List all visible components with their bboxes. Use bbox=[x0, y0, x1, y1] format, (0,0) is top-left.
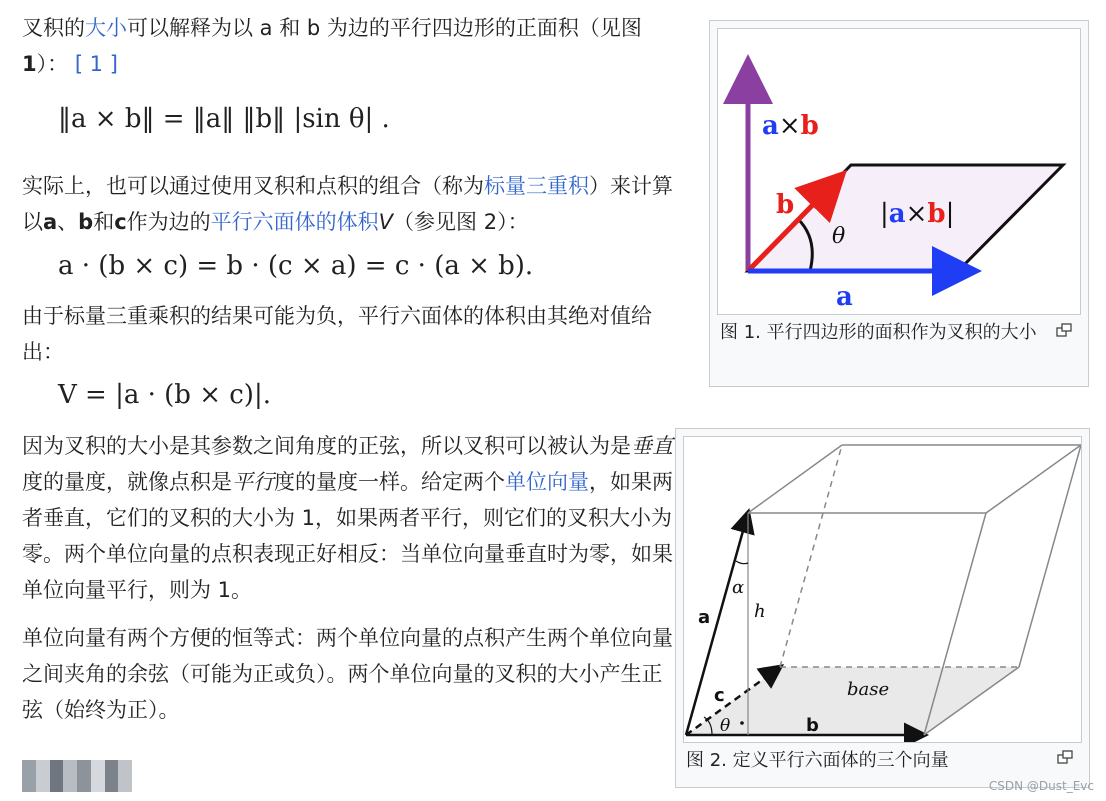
figure-2-image[interactable] bbox=[683, 436, 1082, 743]
paragraph-4: 因为叉积的大小是其参数之间角度的正弦，所以叉积可以被认为是垂直度的量度，就像点积是平行度的量度一样。给定两个单位向量，如果两者垂直，它们的叉积的大小为 1，如果两者平行，则它们的叉积大小为零。两个单位向量的点积表现正好相反：当单位向量垂直时为零，如果单位向量平行，则为 1。 bbox=[22, 434, 673, 602]
link-unit-vector[interactable]: 单位向量 bbox=[505, 470, 589, 494]
blurred-avatar bbox=[22, 760, 132, 792]
figure-1-image[interactable] bbox=[717, 28, 1081, 315]
enlarge-icon[interactable] bbox=[1057, 750, 1073, 764]
figure-1 bbox=[709, 20, 1089, 387]
label-abs-axb: |a×b| bbox=[880, 199, 955, 229]
label-a: a bbox=[698, 607, 711, 628]
label-theta: θ bbox=[832, 224, 846, 249]
parallelepiped-diagram bbox=[684, 437, 1081, 742]
label-a: a bbox=[836, 282, 853, 312]
watermark: CSDN @Dust_Evc bbox=[988, 779, 1094, 793]
text: 可以解释为以 a 和 b 为边的平行四边形的正面积（见图 bbox=[127, 16, 642, 40]
equation-volume: V = |a · (b × c)|. bbox=[58, 380, 271, 410]
back-right-edge bbox=[1019, 445, 1081, 667]
paragraph-5-block bbox=[22, 620, 677, 728]
top-left-edge bbox=[748, 445, 842, 513]
label-theta: θ bbox=[720, 716, 731, 736]
label-c: c bbox=[714, 685, 725, 706]
article-body bbox=[22, 10, 677, 82]
paragraph-5: 单位向量有两个方便的恒等式：两个单位向量的点积产生两个单位向量之间夹角的余弦（可能为正或负）。两个单位向量的叉积的大小产生正弦（始终为正）。 bbox=[22, 626, 673, 722]
figure-2-caption: 图 2. 定义平行六面体的三个向量 bbox=[686, 750, 949, 771]
label-h: h bbox=[754, 601, 766, 622]
label-base: base bbox=[847, 679, 890, 700]
paragraph-4-block bbox=[22, 428, 677, 608]
figure-1-caption: 图 1. 平行四边形的面积作为叉积的大小 bbox=[720, 322, 1037, 343]
figure-2 bbox=[675, 428, 1090, 788]
paragraph-2: 实际上，也可以通过使用叉积和点积的组合（称为标量三重积）来计算以a、b和c作为边的平行六面体的体积V（参见图 2）： bbox=[22, 174, 673, 234]
right-angle-dot bbox=[740, 721, 744, 725]
link-scalar-triple-product[interactable]: 标量三重积 bbox=[484, 174, 589, 198]
equation-triple-product: a · (b × c) = b · (c × a) = c · (a × b). bbox=[58, 251, 534, 281]
reference-link[interactable]: [ 1 ] bbox=[74, 52, 118, 76]
link-parallelepiped-volume[interactable]: 平行六面体的体积 bbox=[210, 210, 379, 234]
back-vertical-edge bbox=[780, 445, 842, 667]
label-axb: a×b bbox=[762, 111, 819, 141]
text: 叉积的 bbox=[22, 16, 85, 40]
top-right-edge bbox=[986, 445, 1081, 513]
paragraph-2-block bbox=[22, 168, 677, 240]
enlarge-icon[interactable] bbox=[1056, 323, 1072, 337]
base-face bbox=[686, 667, 1019, 735]
label-alpha: α bbox=[732, 577, 745, 598]
link-magnitude[interactable]: 大小 bbox=[85, 16, 127, 40]
text-bold: 1 bbox=[22, 52, 37, 76]
alpha-arc bbox=[736, 561, 748, 564]
parallelogram-diagram bbox=[718, 29, 1080, 314]
paragraph-3: 由于标量三重乘积的结果可能为负，平行六面体的体积由其绝对值给出： bbox=[22, 304, 652, 364]
equation-cross-magnitude: ‖a × b‖ = ‖a‖ ‖b‖ |sin θ| . bbox=[58, 104, 390, 134]
label-b: b bbox=[776, 190, 795, 220]
label-b: b bbox=[806, 715, 819, 736]
paragraph-1 bbox=[22, 10, 677, 82]
text: ）： bbox=[36, 52, 69, 76]
paragraph-3-block bbox=[22, 298, 677, 370]
